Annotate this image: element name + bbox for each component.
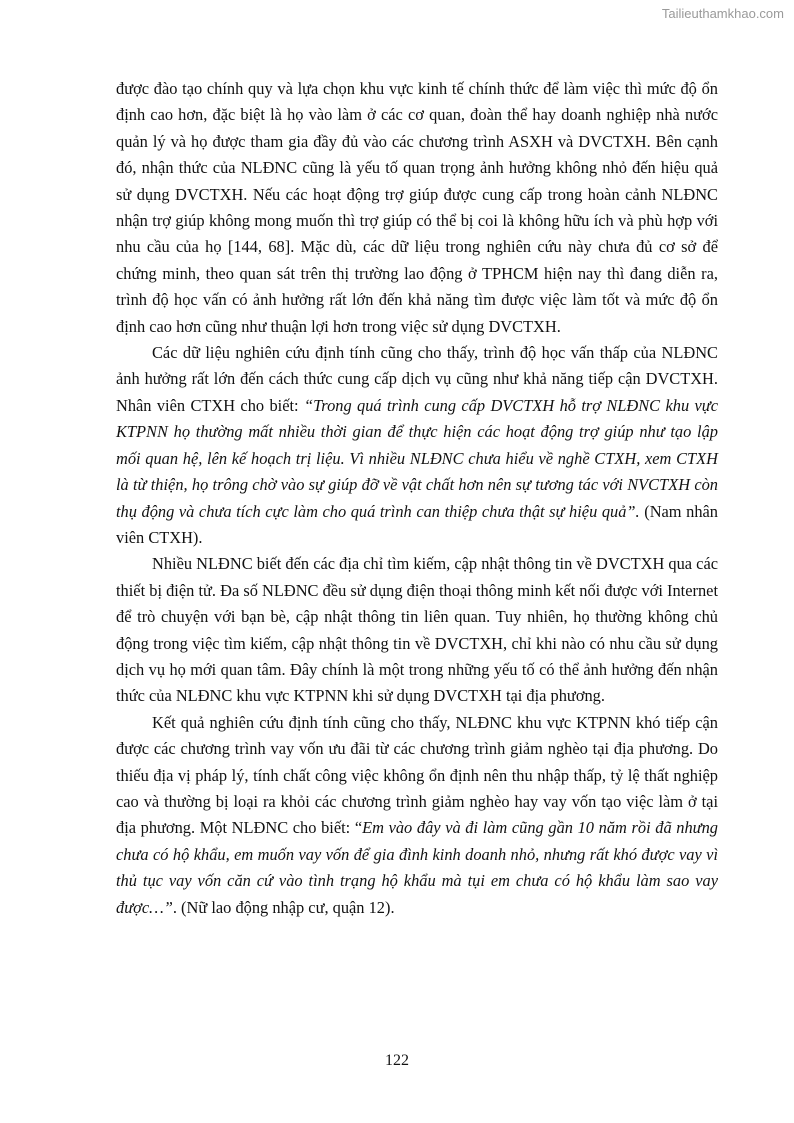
paragraph-3 (116, 551, 718, 709)
interview-quote: Em vào đây và đi làm cũng gần 10 năm rồi đã nhưng chưa có hộ khẩu, em muốn vay vốn để gia đình kinh doanh nhỏ, nhưng rất khó được vay vì thủ tục vay vốn căn cứ vào tình trạng hộ khẩu mà tụi em chưa có hộ khẩu làm sao vay được…” (116, 818, 718, 917)
paragraph-text: Các dữ liệu nghiên cứu định tính cũng cho thấy, trình độ học vấn thấp của NLĐNC ảnh hưởng rất lớn đến cách thức cung cấp dịch vụ cũng như khả năng tiếp cận DVCTXH. Nhân viên CTXH cho biết: (116, 343, 718, 415)
interview-quote: “Trong quá trình cung cấp DVCTXH hỗ trợ NLĐNC khu vực KTPNN họ thường mất nhiều thời gian để thực hiện các hoạt động trợ giúp như tạo lập mối quan hệ, lên kế hoạch trị liệu. Vì nhiều NLĐNC chưa hiểu về nghề CTXH, xem CTXH là từ thiện, họ trông chờ vào sự giúp đỡ về vật chất hơn nên sự tương tác với NVCTXH còn thụ động và chưa tích cực làm cho quá trình can thiệp chưa thật sự hiệu quả”. (116, 395, 718, 521)
paragraph-text: Nhiều NLĐNC biết đến các địa chỉ tìm kiếm, cập nhật thông tin về DVCTXH qua các thiết bị điện tử. Đa số NLĐNC đều sử dụng điện thoại thông minh kết nối được với Internet để trò chuyện với bạn bè, cập nhật thông tin liên quan. Tuy nhiên, họ thường không chủ động trong việc tìm kiếm, cập nhật thông tin về DVCTXH, chỉ khi nào có nhu cầu sử dụng dịch vụ họ mới quan tâm. Đây chính là một trong những yếu tố có thể ảnh hưởng đến nhận thức của NLĐNC khu vực KTPNN khi sử dụng DVCTXH tại địa phương. (116, 554, 718, 706)
paragraph-1 (116, 76, 718, 340)
document-body (116, 76, 718, 921)
page-number: 122 (385, 1052, 409, 1069)
paragraph-text: Kết quả nghiên cứu định tính cũng cho thấy, NLĐNC khu vực KTPNN khó tiếp cận được các chương trình vay vốn ưu đãi từ các chương trình giảm nghèo tại địa phương. Do thiếu địa vị pháp lý, tính chất công việc không ổn định nên thu nhập thấp, tỷ lệ thất nghiệp cao và thường bị loại ra khỏi các chương trình giảm nghèo hay vay vốn tạo việc làm ở tại địa phương. Một NLĐNC cho biết: “ (116, 712, 718, 838)
paragraph-text: được đào tạo chính quy và lựa chọn khu vực kinh tế chính thức để làm việc thì mức độ ổn định cao hơn, đặc biệt là họ vào làm ở các cơ quan, đoàn thể hay doanh nghiệp nhà nước quản lý và họ được tham gia đầy đủ vào các chương trình ASXH và DVCTXH. Bên cạnh đó, nhận thức của NLĐNC cũng là yếu tố quan trọng ảnh hưởng không nhỏ đến hiệu quả sử dụng DVCTXH. Nếu các hoạt động trợ giúp được cung cấp trong hoàn cảnh NLĐNC nhận trợ giúp không mong muốn thì trợ giúp có thể bị coi là không hữu ích và phù hợp với nhu cầu của họ [144, 68]. Mặc dù, các dữ liệu trong nghiên cứu này chưa đủ cơ sở để chứng minh, theo quan sát trên thị trường lao động ở TPHCM hiện nay thì đang diễn ra, trình độ học vấn có ảnh hưởng rất lớn đến khả năng tìm được việc làm tốt và mức độ ổn định cao hơn cũng như thuận lợi hơn trong việc sử dụng DVCTXH. (116, 79, 718, 336)
watermark: Tailieuthamkhao.com (661, 6, 784, 21)
paragraph-2 (116, 340, 718, 551)
quote-attribution: (Nam nhân viên CTXH). (116, 501, 718, 547)
quote-attribution: . (Nữ lao động nhập cư, quận 12). (172, 897, 395, 917)
paragraph-4 (116, 710, 718, 921)
